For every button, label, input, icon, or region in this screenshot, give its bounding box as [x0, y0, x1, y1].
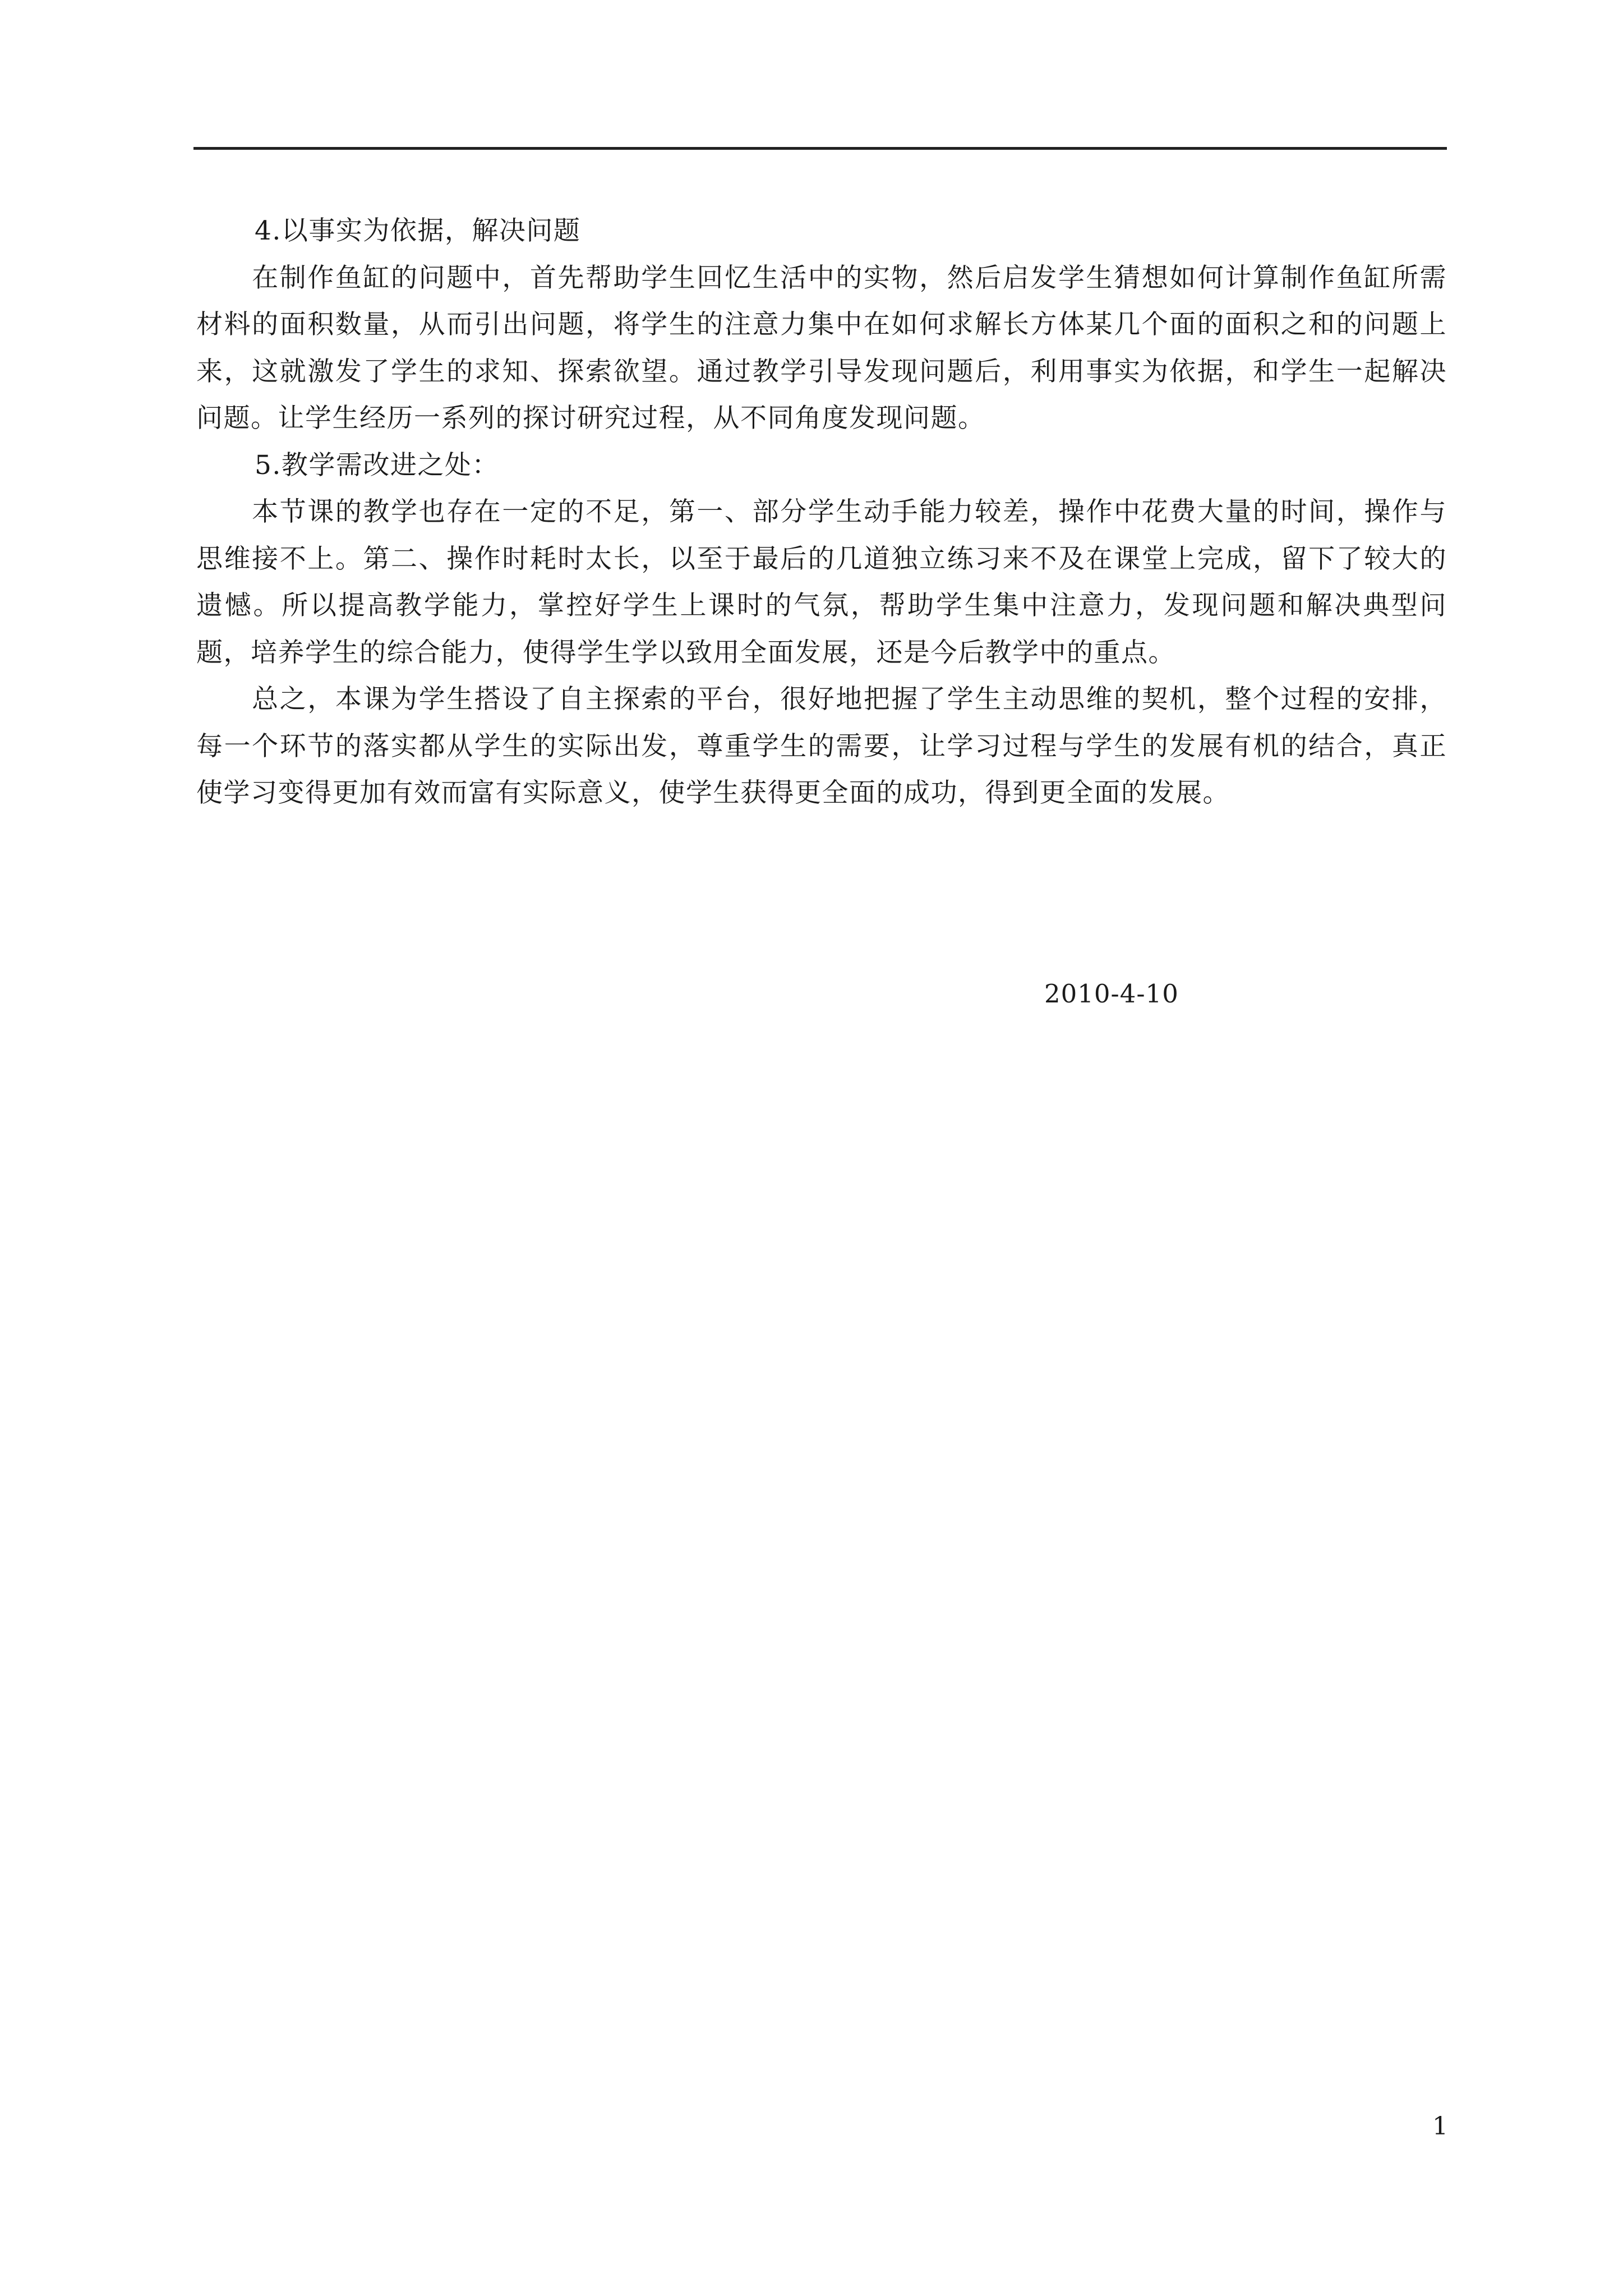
- header-rule: [193, 147, 1447, 150]
- section-paragraph-5: 本节课的教学也存在一定的不足，第一、部分学生动手能力较差，操作中花费大量的时间，操作与思维接不上。第二、操作时耗时太长，以至于最后的几道独立练习来不及在课堂上完成，留下了较大的遗憾。所以提高教学能力，掌控好学生上课时的气氛，帮助学生集中注意力，发现问题和解决典型问题，培养学生的综合能力，使得学生学以致用全面发展，还是今后教学中的重点。: [196, 496, 1447, 668]
- section-heading-5: 5.教学需改进之处：: [255, 449, 499, 481]
- document-body: [196, 208, 1447, 817]
- conclusion-paragraph: 总之，本课为学生搭设了自主探索的平台，很好地把握了学生主动思维的契机，整个过程的安排，每一个环节的落实都从学生的实际出发，尊重学生的需要，让学习过程与学生的发展有机的结合，真正使学习变得更加有效而富有实际意义，使学生获得更全面的成功，得到更全面的发展。: [196, 684, 1447, 808]
- document-date: 2010-4-10: [1044, 979, 1179, 1009]
- section-heading-4: 4.以事实为依据，解决问题: [255, 215, 581, 246]
- section-paragraph-4: 在制作鱼缸的问题中，首先帮助学生回忆生活中的实物，然后启发学生猜想如何计算制作鱼缸所需材料的面积数量，从而引出问题，将学生的注意力集中在如何求解长方体某几个面的面积之和的问题上来，这就激发了学生的求知、探索欲望。通过教学引导发现问题后，利用事实为依据，和学生一起解决问题。让学生经历一系列的探讨研究过程，从不同角度发现问题。: [196, 262, 1447, 434]
- page-number: 1: [1432, 2112, 1448, 2141]
